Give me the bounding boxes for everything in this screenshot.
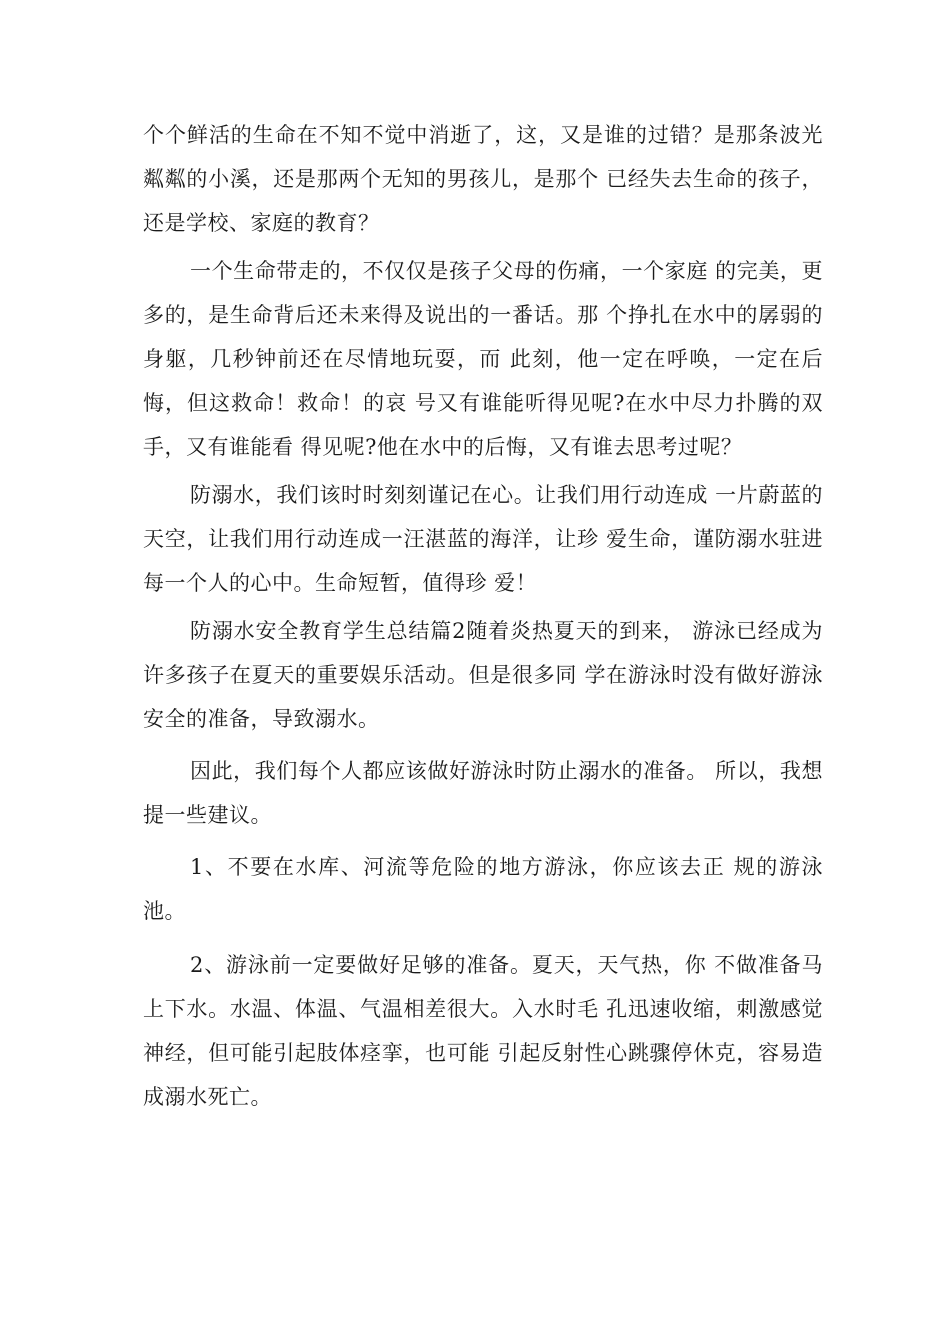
paragraph-4: 防溺水安全教育学生总结篇2随着炎热夏天的到来， 游泳已经成为许多孩子在夏天的重要娱乐活动。但是很多同 学在游泳时没有做好游泳安全的准备，导致溺水。 <box>143 619 823 731</box>
paragraph-1: 个个鲜活的生命在不知不觉中消逝了，这，又是谁的过错？是那条波光粼粼的小溪，还是那两个无知的男孩儿，是那个 已经失去生命的孩子，还是学校、家庭的教育？ <box>143 123 823 235</box>
paragraph-2: 一个生命带走的，不仅仅是孩子父母的伤痛，一个家庭 的完美，更多的，是生命背后还未来得及说出的一番话。那 个挣扎在水中的孱弱的身躯，几秒钟前还在尽情地玩耍，而 此刻，他一定在呼唤，一定在后悔，但这救命！救命！的哀 号又有谁能听得见呢?在水中尽力扑腾的双手，又有谁能看 得见呢?他在水中的后悔，又有谁去思考过呢？ <box>143 259 823 459</box>
paragraph-6: 1、不要在水库、河流等危险的地方游泳，你应该去正 规的游泳池。 <box>143 855 823 923</box>
paragraph-3: 防溺水，我们该时时刻刻谨记在心。让我们用行动连成 一片蔚蓝的天空，让我们用行动连成一汪湛蓝的海洋，让珍 爱生命，谨防溺水驻进每一个人的心中。生命短暂，值得珍 爱！ <box>143 483 823 595</box>
paragraph-7: 2、游泳前一定要做好足够的准备。夏天，天气热，你 不做准备马上下水。水温、体温、气温相差很大。入水时毛 孔迅速收缩，刺激感觉神经，但可能引起肢体痉挛，也可能 引起反射性心跳骤停休克，容易造成溺水死亡。 <box>143 953 823 1109</box>
document-body <box>143 113 823 1119</box>
paragraph-5: 因此，我们每个人都应该做好游泳时防止溺水的准备。 所以，我想提一些建议。 <box>143 759 823 827</box>
